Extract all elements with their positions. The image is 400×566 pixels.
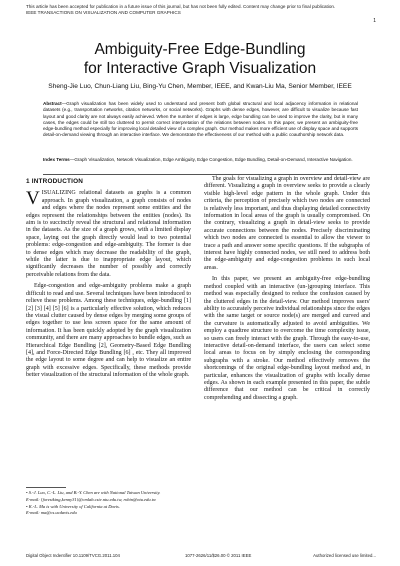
footnote-divider: [26, 487, 66, 488]
copyright: 1077-2626/11/$26.00 © 2011 IEEE: [185, 553, 252, 558]
index-terms: [43, 157, 358, 163]
author-footnotes: [26, 490, 191, 517]
intro-paragraph-1-text: ISUALIZING relational datasets as graphs is a common approach. In graph visualization, a graph consists of nodes and edges where the nodes represent some entities and the edges represent the relationships between the entities (nodes). Its aim is to succinctly reveal the structural and relational information in the datasets. As the size of a graph grows, with a limited display space, laying out the graph directly would lead to two potential problems: edge-congestion and edge-ambiguity. The former is due to dense edges which may decrease the readability of the graph, while the latter is due to inappropriate edge layout, which significantly decreases the number of possibly and correctly perceivable relations from the data.: [26, 190, 191, 278]
header-divider: [43, 174, 358, 175]
title-line-2: for Interactive Graph Visualization: [83, 60, 317, 77]
abstract: [43, 101, 358, 139]
intro-paragraph-4: In this paper, we present an ambiguity-free edge-bundling method coupled with an interactive (un-)grouping interface. This method was especially designed to reduce the confusion caused by the cluttered edges in the detail-view. Our method improves users' ability to accurately perceive individual relationships since the edges with the same target or source node(s) are merged and curved and the curvature is automatically adjusted to avoid ambiguities. We employ a quadtree structure to overcome the time complexity issue, so users can freely interact with the graph. Through the easy-to-use, interactive detail-on-demand interface, the users can select some local areas to focus on by simply enclosing the corresponding subgraphs with a stroke. Our method effectively removes the shortcomings of the original edge-bundling layout method and, in particular, enhances the visualization of graphs with locally dense edges. As shown in each example presented in this paper, the subtle difference that our method can be critical in correctly comprehending and dissecting a graph.: [204, 276, 370, 401]
license-note: Authorized licensed use limited...: [313, 553, 376, 558]
footnote-email-2: E-mail: ma@cs.ucdavis.edu: [26, 510, 77, 516]
footnote-affiliation-1: • S.-J. Luo, C.-L. Liu, and B.-Y. Chen are with National Taiwan University.: [26, 490, 161, 495]
paper-title: [0, 40, 400, 78]
index-terms-text: —Graph Visualization, Network Visualization, Edge Ambiguity, Edge Congestion, Edge Bundling, Detail-on-Demand, Interactive Navigation.: [69, 157, 353, 162]
footnote-affiliation-2: • K.-L. Ma is with University of California at Davis.: [26, 503, 120, 509]
left-column: [26, 178, 191, 384]
right-column: [204, 176, 370, 406]
index-terms-label: Index Terms: [43, 157, 70, 162]
page-number: 1: [373, 18, 376, 24]
doi: Digital Object Indentifier 10.1109/TVCG.2011.104: [26, 553, 120, 558]
intro-paragraph-2: Edge-congestion and edge-ambiguity problems make a graph difficult to read and use. Several techniques have been introduced to relieve these problems. Among these techniques, edge-bundling [1] [2] [3] [4] [5] [6] is a particularly effective solution, which reduces the visual clutter caused by dense edges by merging some groups of edges together to use less screen space for the same amount of information. It has been quickly adopted by the graph visualization community, and there are many approaches to bundle edges, such as Hierarchical Edge Bundling [2], Geometry-Based Edge Bundling [4], and Force-Directed Edge Bundling [6] , etc. They all improved the edge layout to some degree and can help to visualize an entire graph with excessive edges. Specifically, these methods provide better visualization of the structural information of the whole graph.: [26, 283, 191, 379]
footnote-email-1: E-mail: {forestking,kenny31}@cmlab.csie.ntu.edu.tw, robin@ntu.edu.tw: [26, 496, 156, 502]
title-line-1: Ambiguity-Free Edge-Bundling: [94, 41, 306, 58]
intro-paragraph-3: The goals for visualizing a graph in overview and detail-view are different. Visualizing a graph in overview seeks to provide a clearly visible high-level edge pattern in the whole graph. Under this criteria, the perception of precisely which two nodes are connected is relatively less important, and thus displaying detailed connectivity information in local areas of the graph is usually compromised. On the contrary, visualizing a graph in detail-view seeks to provide accurate connections between the nodes. Precisely discriminating which two nodes are connected is essential to allow the viewer to trace a path and answer some specific questions. If the subgraphs of interest have highly connected nodes, we still need to address both the edge-ambiguity and edge-congestion problems in such local areas.: [204, 176, 370, 271]
section-heading: 1 INTRODUCTION: [26, 178, 84, 185]
abstract-label: Abstract: [43, 101, 62, 106]
drop-cap: V: [26, 188, 40, 210]
publication-notice: [26, 4, 335, 16]
abstract-text: —Graph visualization has been widely used to understand and present both global structural and local adjacency information in relational datasets (e.g., transportation networks, citation networks, or social networks). Graphs with dense edges, however, are difficult to visualize because fast layout and good clarity are not always easily achieved. When the number of edges is large, edge bundling can be used to improve the clarity, but in many cases, the edges could be still too cluttered to permit correct interpretation of the relations between nodes. In this paper, we present an ambiguity-free edge-bundling method especially for improving local detailed view of a complex graph. Our method makes more efficient use of display space and supports detail-on-demand viewing through an interactive interface. We demonstrate the effectiveness of our method with a public coauthorship network data.: [43, 101, 359, 138]
notice-text: This article has been accepted for publication in a future issue of this journal, but has not been fully edited. Content may change prior to final publication.: [26, 4, 336, 9]
journal-name: IEEE TRANSACTIONS ON VISUALIZATION AND COMPUTER GRAPHICS: [26, 10, 181, 15]
intro-paragraph-1: [26, 190, 191, 279]
author-list: Sheng-Jie Luo, Chun-Liang Liu, Bing-Yu Chen, Member, IEEE, and Kwan-Liu Ma, Senior Member, IEEE: [48, 83, 352, 90]
